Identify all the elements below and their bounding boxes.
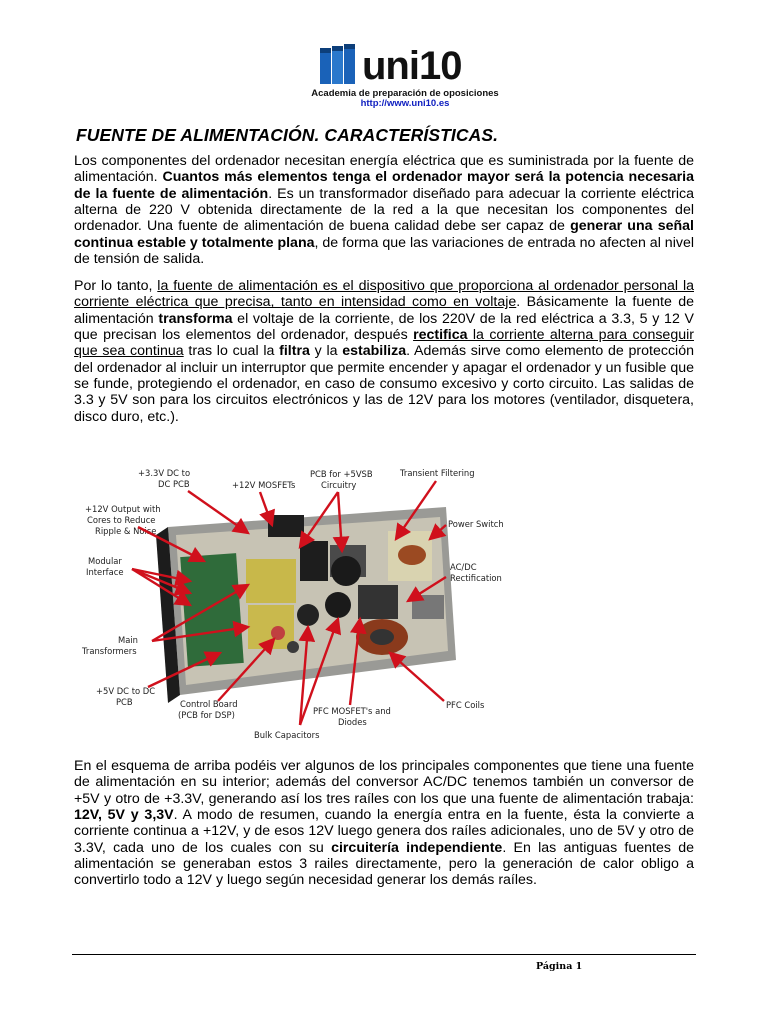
diagram-label-transient: Transient Filtering <box>400 468 475 478</box>
svg-text:PCB: PCB <box>116 697 133 707</box>
svg-text:Ripple & Noise: Ripple & Noise <box>95 526 157 536</box>
svg-text:Diodes: Diodes <box>338 717 367 727</box>
svg-text:+12V Output with: +12V Output with <box>85 504 161 514</box>
diagram-label-pcb5vsb <box>310 469 373 490</box>
logo <box>311 40 499 110</box>
svg-text:Transformers: Transformers <box>82 646 137 656</box>
diagram-label-pfccoils: PFC Coils <box>446 700 485 710</box>
diagram-label-powerswitch: Power Switch <box>448 519 504 529</box>
diagram-label-acdc <box>450 562 502 583</box>
diagram-label-bulk: Bulk Capacitors <box>254 730 320 740</box>
svg-text:Control Board: Control Board <box>180 699 238 709</box>
svg-text:Main: Main <box>118 635 138 645</box>
paragraph-function: Por lo tanto, la fuente de alimentación es el dispositivo que proporciona al ordenador personal la corriente eléctrica que precisa, tanto en intensidad como en voltaje. Básicamente la fuente de alimentación transforma el voltaje de la corriente, de los 220V de la red eléctrica a 3.3, 5 y 12 V que precisan los elementos del ordenador, después rectifica la corriente alterna para conseguir que sea continua tras lo cual la filtra y la estabiliza. Además sirve como elemento de protección del ordenador al incluir un interruptor que permite encender y apagar el ordenador y un fusible que se funde, protegiendo el ordenador, en caso de consumo excesivo y corto circuito. Las salidas de 3.3 y 5V son para los circuitos electrónicos y las de 12V para los motores (ventilador, disquetera, disco duro, etc.). <box>74 278 694 425</box>
page-number: Página 1 <box>536 961 583 972</box>
diagram-label-dc33 <box>138 468 190 489</box>
svg-text:Modular: Modular <box>88 556 122 566</box>
diagram-label-maintrans <box>81 635 138 656</box>
svg-text:Circuitry: Circuitry <box>321 480 357 490</box>
svg-text:Rectification: Rectification <box>450 573 502 583</box>
svg-text:AC/DC: AC/DC <box>450 562 477 572</box>
svg-text:DC PCB: DC PCB <box>158 479 190 489</box>
svg-text:(PCB for DSP): (PCB for DSP) <box>178 710 235 720</box>
diagram-label-modular <box>86 556 124 577</box>
svg-text:+3.3V DC to: +3.3V DC to <box>138 468 191 478</box>
diagram-label-pfcmos <box>313 706 391 727</box>
paragraph-diagram-explanation: En el esquema de arriba podéis ver algunos de los principales componentes que tiene una fuente de alimentación en su interior; además del conversor AC/DC tenemos también un conversor de +5V y otro de +3.3V, generando así los tres raíles con los que una fuente de alimentación trabaja: 12V, 5V y 3,3V. A modo de resumen, cuando la energía entra en la fuente, ésta la convierte a corriente continua a +12V, y de esos 12V luego genera dos raíles adicionales, uno de 5V y otro de 3.3V, cada uno de los cuales con su circuitería independiente. En las antiguas fuentes de alimentación se generaban estos 3 railes directamente, pero la generación de calor obligo a convertirlo todo a 12V y luego según necesidad generar los demás raíles. <box>74 758 694 889</box>
page-title: FUENTE DE ALIMENTACIÓN. CARACTERÍSTICAS. <box>76 125 499 145</box>
psu-diagram <box>68 455 512 745</box>
footer-rule <box>72 954 696 955</box>
diagram-label-dc5 <box>96 686 155 707</box>
svg-text:Cores to Reduce: Cores to Reduce <box>87 515 156 525</box>
diagram-label-out12 <box>85 504 161 536</box>
diagram-label-control <box>178 699 238 720</box>
diagram-label-mosfets12: +12V MOSFETs <box>232 480 296 490</box>
svg-text:PFC MOSFET's and: PFC MOSFET's and <box>313 706 391 716</box>
logo-tagline: Academia de preparación de oposiciones <box>311 88 499 99</box>
svg-text:Interface: Interface <box>86 567 124 577</box>
logo-brand: uni10 <box>362 44 462 88</box>
paragraph-intro: Los componentes del ordenador necesitan energía eléctrica que es suministrada por la fuente de alimentación. Cuantos más elementos tenga el ordenador mayor será la potencia necesaria de la fuente de alimentación. Es un transformador diseñado para adecuar la corriente eléctrica alterna de 220 V obtenida directamente de la red a la que necesitan los componentes del ordenador. Una fuente de alimentación de buena calidad debe ser capaz de generar una señal continua estable y totalmente plana, de forma que las variaciones de entrada no afecten al nivel de tensión de salida. <box>74 153 694 268</box>
books-logo-icon <box>318 44 358 86</box>
logo-url-link[interactable]: http://www.uni10.es <box>360 98 450 109</box>
svg-text:+5V DC to DC: +5V DC to DC <box>96 686 156 696</box>
svg-text:PCB for +5VSB: PCB for +5VSB <box>310 469 373 479</box>
